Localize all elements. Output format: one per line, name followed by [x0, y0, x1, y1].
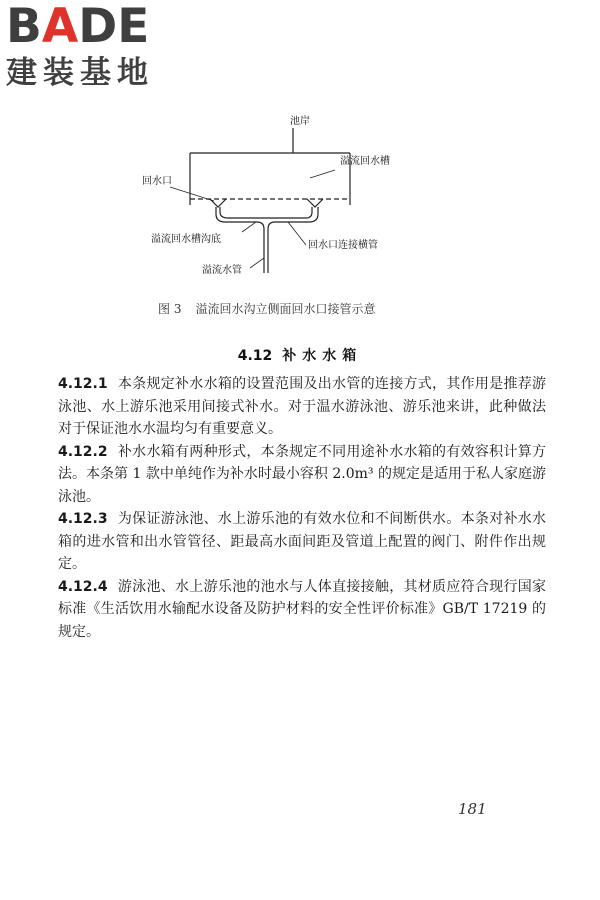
section-title: 补水水箱 — [282, 348, 363, 364]
right-return-inlet-funnel — [307, 199, 323, 207]
overflow-pipe-leader — [250, 258, 264, 268]
trench-bottom-leader — [242, 222, 256, 232]
label-pool-edge: 池岸 — [290, 116, 310, 127]
overflow-trough-diagram — [130, 108, 390, 298]
paragraph-4-12-4 — [58, 576, 546, 644]
section-number: 4.12 — [237, 348, 273, 364]
figure-number: 图 3 — [158, 302, 182, 316]
paragraph-4-12-3 — [58, 508, 546, 576]
label-connecting-pipe: 回水口连接横管 — [308, 240, 378, 251]
paragraph-number: 4.12.2 — [58, 443, 108, 460]
label-overflow-pipe: 溢流水管 — [202, 265, 242, 276]
label-trench-bottom: 溢流回水槽沟底 — [151, 234, 221, 245]
paragraph-number: 4.12.4 — [58, 578, 108, 595]
label-overflow-trough: 溢流回水槽 — [340, 156, 390, 167]
figure-caption-text: 溢流回水沟立侧面回水口接管示意 — [195, 302, 376, 316]
label-return-inlet: 回水口 — [142, 176, 172, 187]
paragraph-4-12-2 — [58, 441, 546, 509]
page-number: 181 — [458, 800, 487, 818]
paragraph-text: 补水水箱有两种形式，本条规定不同用途补水水箱的有效容积计算方法。本条第 1 款中单纯作为补水时最小容积 2.0m³ 的规定是适用于私人家庭游泳池。 — [58, 443, 546, 505]
paragraph-text: 本条规定补水水箱的设置范围及出水管的连接方式，其作用是推荐游泳池、水上游乐池采用间接式补水。对于温水游泳池、游乐池来讲，此种做法对于保证池水水温均匀有重要意义。 — [58, 376, 546, 437]
logo-wordmark: BADE — [6, 0, 150, 54]
bade-logo — [6, 2, 181, 90]
figure-caption — [158, 300, 375, 317]
diagram-drawing — [130, 108, 380, 298]
logo-subtitle: 建装基地 — [6, 55, 154, 91]
body-text — [58, 373, 546, 643]
paragraph-text: 游泳池、水上游乐池的池水与人体直接接触，其材质应符合现行国家标准《生活饮用水输配水设备及防护材料的安全性评价标准》GB/T 17219 的规定。 — [58, 578, 546, 640]
section-heading — [0, 345, 600, 365]
paragraph-number: 4.12.1 — [58, 376, 108, 392]
paragraph-text: 为保证游泳池、水上游乐池的有效水位和不间断供水。本条对补水水箱的进水管和出水管管径、距最高水面间距及管道上配置的阀门、附件作出规定。 — [58, 511, 546, 572]
connecting-pipe-leader — [288, 222, 306, 245]
overflow-trough-leader — [310, 170, 335, 178]
paragraph-number: 4.12.3 — [58, 511, 108, 527]
paragraph-4-12-1 — [58, 373, 546, 441]
horizontal-connecting-pipe — [220, 207, 312, 218]
